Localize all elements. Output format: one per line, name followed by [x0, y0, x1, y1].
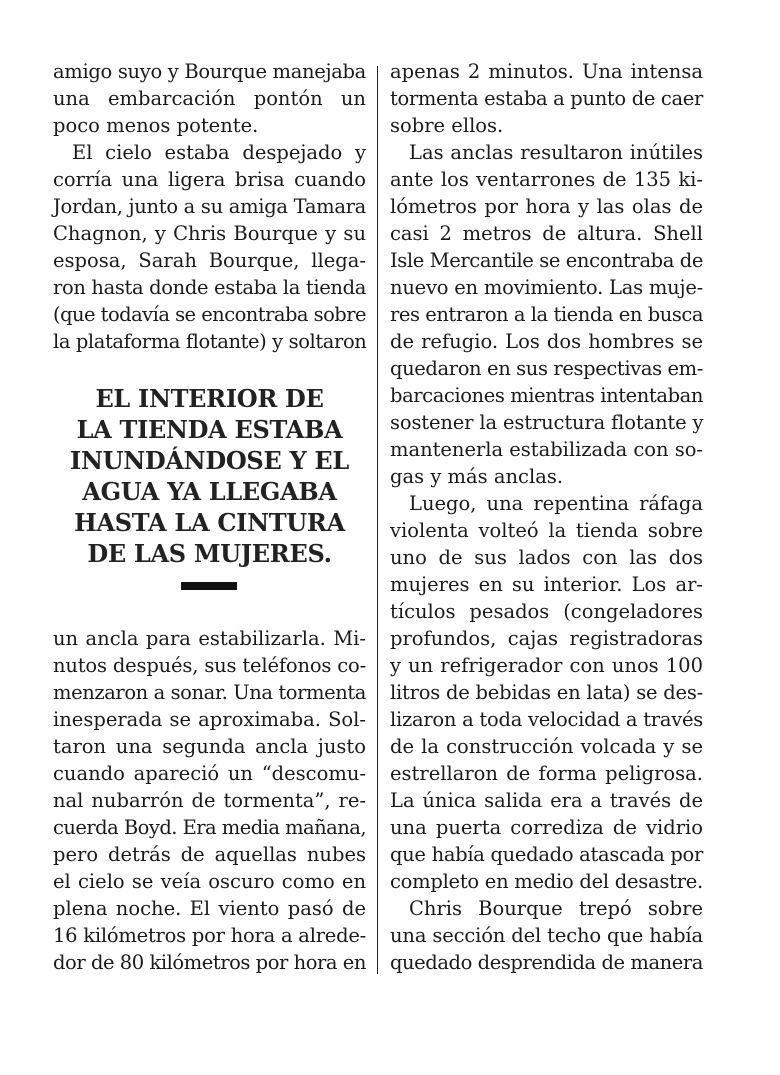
text-line: el cielo se veía oscuro como en — [53, 870, 366, 893]
text-line: inesperada se aproximaba. Sol- — [53, 708, 366, 731]
left-column-bottom-text — [53, 625, 366, 976]
text-line: corría una ligera brisa cuando — [53, 168, 366, 191]
pull-quote-bar — [181, 582, 237, 590]
text-line: El cielo estaba despejado y — [72, 141, 366, 164]
text-line: 16 kilómetros por hora a alrede- — [53, 924, 367, 947]
text-line: taron una segunda ancla justo — [53, 735, 366, 758]
text-line: Luego, una repentina ráfaga — [409, 492, 703, 515]
text-line: ante los ventarrones de 135 ki- — [390, 168, 703, 191]
text-line: un ancla para estabilizarla. Mi- — [53, 627, 366, 650]
text-line: y un refrigerador con unos 100 — [390, 654, 703, 677]
text-line: dor de 80 kilómetros por hora en — [53, 951, 366, 974]
text-line: la plataforma flotante) y soltaron — [53, 330, 367, 353]
right-column-text — [390, 58, 703, 976]
pull-quote-line: HASTA LA CINTURA — [74, 508, 345, 537]
text-line: estrellaron de forma peligrosa. — [390, 762, 703, 785]
text-line: de la construcción volcada y se — [390, 735, 703, 758]
column-divider — [377, 66, 378, 974]
text-line: quedaron en sus respectivas em- — [390, 357, 703, 380]
text-line: lómetros por hora y las olas de — [390, 195, 703, 218]
text-line: Jordan, junto a su amiga Tamara — [53, 195, 367, 218]
text-line: quedado desprendida de manera — [390, 951, 703, 974]
text-line: de refugio. Los dos hombres se — [390, 330, 703, 353]
text-line: Isle Mercantile se encontraba de — [390, 249, 703, 272]
text-line: sostener la estructura flotante y — [390, 411, 704, 434]
text-line: tículos pesados (congeladores — [390, 600, 703, 623]
text-line: poco menos potente. — [53, 114, 259, 137]
text-line: (que todavía se encontraba sobre — [53, 303, 366, 326]
left-column-top-text — [53, 58, 366, 355]
pull-quote-line: LA TIENDA ESTABA — [76, 415, 343, 444]
text-line: que había quedado atascada por — [390, 843, 703, 866]
text-line: Chagnon, y Chris Bourque y su — [53, 222, 366, 245]
text-line: una embarcación pontón un — [53, 87, 366, 110]
text-line: uno de sus lados con las dos — [390, 546, 703, 569]
text-line: cuerda Boyd. Era media mañana, — [53, 816, 366, 839]
text-line: lizaron a toda velocidad a través — [390, 708, 704, 731]
text-line: nutos después, sus teléfonos co- — [53, 654, 366, 677]
pull-quote — [53, 383, 366, 569]
text-line: casi 2 metros de altura. Shell — [390, 222, 703, 245]
text-line: mujeres en su interior. Los ar- — [390, 573, 703, 596]
text-line: tormenta estaba a punto de caer — [390, 87, 704, 110]
text-line: pero detrás de aquellas nubes — [53, 843, 366, 866]
pull-quote-line: INUNDÁNDOSE Y EL — [70, 446, 349, 475]
text-line: una puerta corrediza de vidrio — [390, 816, 703, 839]
text-line: cuando apareció un “descomu- — [53, 762, 366, 785]
text-line: violenta volteó la tienda sobre — [390, 519, 703, 542]
text-line: nal nubarrón de tormenta”, re- — [53, 789, 366, 812]
text-line: ron hasta donde estaba la tienda — [53, 276, 367, 299]
text-line: una sección del techo que había — [390, 924, 703, 947]
text-line: res entraron a la tienda en busca — [390, 303, 704, 326]
text-line: nuevo en movimiento. Las muje- — [390, 276, 703, 299]
pull-quote-line: AGUA YA LLEGABA — [82, 477, 337, 506]
text-line: litros de bebidas en lata) se des- — [390, 681, 703, 704]
pull-quote-line: DE LAS MUJERES. — [87, 539, 332, 568]
text-line: La única salida era a través de — [390, 789, 703, 812]
text-line: Chris Bourque trepó sobre — [409, 897, 703, 920]
text-line: completo en medio del desastre. — [390, 870, 703, 893]
text-line: gas y más anclas. — [390, 465, 564, 488]
text-line: amigo suyo y Bourque manejaba — [53, 60, 366, 83]
text-line: Las anclas resultaron inútiles — [409, 141, 703, 164]
text-line: apenas 2 minutos. Una intensa — [390, 60, 703, 83]
text-line: plena noche. El viento pasó de — [53, 897, 366, 920]
text-line: menzaron a sonar. Una tormenta — [53, 681, 366, 704]
pull-quote-line: EL INTERIOR DE — [95, 384, 324, 413]
text-line: mantenerla estabilizada con so- — [390, 438, 703, 461]
text-line: profundos, cajas registradoras — [390, 627, 703, 650]
text-line: sobre ellos. — [390, 114, 504, 137]
text-line: barcaciones mientras intentaban — [390, 384, 703, 407]
text-line: esposa, Sarah Bourque, llega- — [53, 249, 366, 272]
